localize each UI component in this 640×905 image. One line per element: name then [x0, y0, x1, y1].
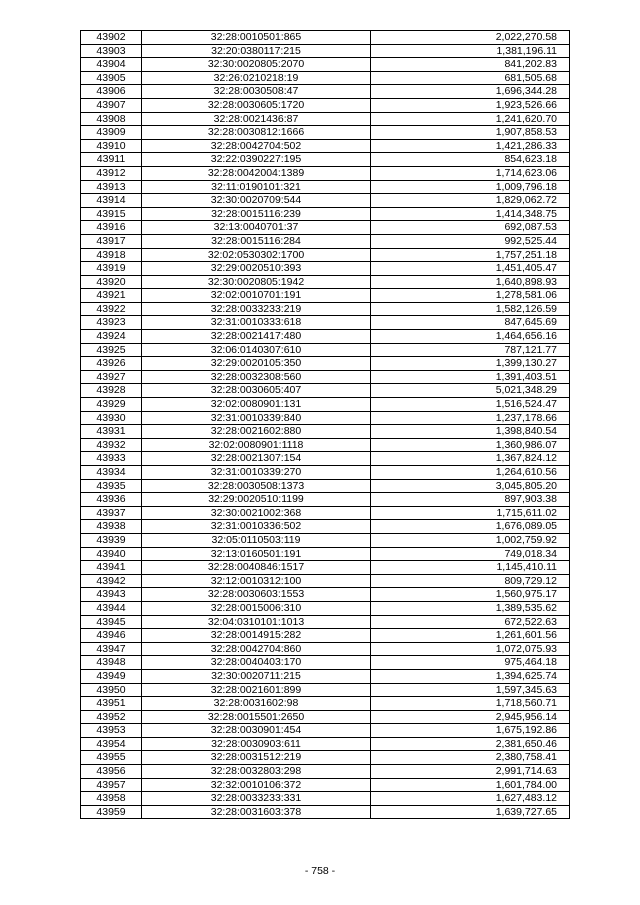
row-number-cell: 43913 — [81, 180, 142, 194]
table-row — [81, 737, 570, 751]
cadastral-number-cell: 32:30:0021002:368 — [142, 506, 371, 520]
amount-cell: 2,381,650.46 — [371, 737, 570, 751]
amount-cell: 1,907,858.53 — [371, 126, 570, 140]
row-number-cell: 43930 — [81, 411, 142, 425]
row-number-cell: 43949 — [81, 669, 142, 683]
table-row — [81, 805, 570, 819]
table-row — [81, 642, 570, 656]
row-number-cell: 43932 — [81, 438, 142, 452]
cadastral-number-cell: 32:31:0010339:840 — [142, 411, 371, 425]
cadastral-number-cell: 32:28:0021436:87 — [142, 112, 371, 126]
row-number-cell: 43931 — [81, 425, 142, 439]
cadastral-number-cell: 32:28:0015116:284 — [142, 234, 371, 248]
row-number-cell: 43958 — [81, 792, 142, 806]
amount-cell: 1,829,062.72 — [371, 194, 570, 208]
table-row — [81, 289, 570, 303]
amount-cell: 1,675,192.86 — [371, 724, 570, 738]
cadastral-number-cell: 32:31:0010339:270 — [142, 466, 371, 480]
row-number-cell: 43925 — [81, 343, 142, 357]
cadastral-number-cell: 32:29:0020105:350 — [142, 357, 371, 371]
table-row — [81, 316, 570, 330]
amount-cell: 1,381,196.11 — [371, 44, 570, 58]
row-number-cell: 43920 — [81, 275, 142, 289]
amount-cell: 975,464.18 — [371, 656, 570, 670]
table-row — [81, 778, 570, 792]
amount-cell: 1,002,759.92 — [371, 533, 570, 547]
cadastral-number-cell: 32:28:0042704:502 — [142, 139, 371, 153]
cadastral-number-cell: 32:28:0015006:310 — [142, 601, 371, 615]
table-body — [81, 31, 570, 819]
cadastral-number-cell: 32:26:0210218:19 — [142, 71, 371, 85]
amount-cell: 1,601,784.00 — [371, 778, 570, 792]
table-row — [81, 44, 570, 58]
row-number-cell: 43957 — [81, 778, 142, 792]
row-number-cell: 43912 — [81, 166, 142, 180]
cadastral-number-cell: 32:29:0020510:1199 — [142, 493, 371, 507]
table-row — [81, 221, 570, 235]
amount-cell: 1,394,625.74 — [371, 669, 570, 683]
amount-cell: 787,121.77 — [371, 343, 570, 357]
table-row — [81, 438, 570, 452]
cadastral-number-cell: 32:30:0020805:2070 — [142, 58, 371, 72]
cadastral-number-cell: 32:28:0031602:98 — [142, 697, 371, 711]
table-row — [81, 207, 570, 221]
amount-cell: 1,718,560.71 — [371, 697, 570, 711]
table-row — [81, 588, 570, 602]
row-number-cell: 43950 — [81, 683, 142, 697]
table-row — [81, 615, 570, 629]
table-row — [81, 330, 570, 344]
cadastral-number-cell: 32:28:0030901:454 — [142, 724, 371, 738]
amount-cell: 1,264,610.56 — [371, 466, 570, 480]
cadastral-number-cell: 32:06:0140307:610 — [142, 343, 371, 357]
table-row — [81, 98, 570, 112]
cadastral-number-cell: 32:02:0530302:1700 — [142, 248, 371, 262]
table-row — [81, 710, 570, 724]
amount-cell: 1,923,526.66 — [371, 98, 570, 112]
amount-cell: 1,560,975.17 — [371, 588, 570, 602]
row-number-cell: 43945 — [81, 615, 142, 629]
amount-cell: 1,676,089.05 — [371, 520, 570, 534]
table-row — [81, 262, 570, 276]
amount-cell: 2,380,758.41 — [371, 751, 570, 765]
cadastral-number-cell: 32:28:0032308:560 — [142, 370, 371, 384]
amount-cell: 847,645.69 — [371, 316, 570, 330]
row-number-cell: 43947 — [81, 642, 142, 656]
table-row — [81, 302, 570, 316]
cadastral-number-cell: 32:28:0033233:331 — [142, 792, 371, 806]
cadastral-number-cell: 32:05:0110503:119 — [142, 533, 371, 547]
table-row — [81, 656, 570, 670]
page-number: - 758 - — [304, 865, 336, 877]
table-row — [81, 343, 570, 357]
amount-cell: 681,505.68 — [371, 71, 570, 85]
row-number-cell: 43918 — [81, 248, 142, 262]
row-number-cell: 43946 — [81, 629, 142, 643]
cadastral-number-cell: 32:22:0390227:195 — [142, 153, 371, 167]
table-row — [81, 153, 570, 167]
cadastral-number-cell: 32:28:0040846:1517 — [142, 561, 371, 575]
cadastral-number-cell: 32:13:0040701:37 — [142, 221, 371, 235]
table-row — [81, 58, 570, 72]
row-number-cell: 43952 — [81, 710, 142, 724]
row-number-cell: 43906 — [81, 85, 142, 99]
table-row — [81, 357, 570, 371]
row-number-cell: 43940 — [81, 547, 142, 561]
table-row — [81, 466, 570, 480]
table-row — [81, 180, 570, 194]
amount-cell: 1,597,345.63 — [371, 683, 570, 697]
row-number-cell: 43959 — [81, 805, 142, 819]
amount-cell: 1,391,403.51 — [371, 370, 570, 384]
amount-cell: 897,903.38 — [371, 493, 570, 507]
amount-cell: 1,582,126.59 — [371, 302, 570, 316]
cadastral-number-cell: 32:28:0030812:1666 — [142, 126, 371, 140]
row-number-cell: 43954 — [81, 737, 142, 751]
cadastral-number-cell: 32:31:0010336:502 — [142, 520, 371, 534]
cadastral-number-cell: 32:02:0010701:191 — [142, 289, 371, 303]
cadastral-number-cell: 32:28:0033233:219 — [142, 302, 371, 316]
cadastral-number-cell: 32:28:0021601:899 — [142, 683, 371, 697]
cadastral-number-cell: 32:32:0010106:372 — [142, 778, 371, 792]
table-row — [81, 398, 570, 412]
amount-cell: 2,991,714.63 — [371, 765, 570, 779]
row-number-cell: 43935 — [81, 479, 142, 493]
amount-cell: 749,018.34 — [371, 547, 570, 561]
row-number-cell: 43942 — [81, 574, 142, 588]
row-number-cell: 43910 — [81, 139, 142, 153]
amount-cell: 1,237,178.66 — [371, 411, 570, 425]
table-row — [81, 126, 570, 140]
amount-cell: 1,261,601.56 — [371, 629, 570, 643]
cadastral-number-cell: 32:31:0010333:618 — [142, 316, 371, 330]
amount-cell: 1,714,623.06 — [371, 166, 570, 180]
cadastral-number-cell: 32:28:0040403:170 — [142, 656, 371, 670]
row-number-cell: 43953 — [81, 724, 142, 738]
table-row — [81, 370, 570, 384]
amount-cell: 672,522.63 — [371, 615, 570, 629]
cadastral-number-cell: 32:11:0190101:321 — [142, 180, 371, 194]
row-number-cell: 43919 — [81, 262, 142, 276]
cadastral-number-cell: 32:28:0030508:47 — [142, 85, 371, 99]
amount-cell: 1,639,727.65 — [371, 805, 570, 819]
row-number-cell: 43924 — [81, 330, 142, 344]
amount-cell: 1,367,824.12 — [371, 452, 570, 466]
amount-cell: 1,757,251.18 — [371, 248, 570, 262]
row-number-cell: 43929 — [81, 398, 142, 412]
row-number-cell: 43904 — [81, 58, 142, 72]
table-row — [81, 166, 570, 180]
row-number-cell: 43956 — [81, 765, 142, 779]
row-number-cell: 43902 — [81, 31, 142, 45]
table-row — [81, 601, 570, 615]
cadastral-number-cell: 32:28:0015116:239 — [142, 207, 371, 221]
amount-cell: 1,241,620.70 — [371, 112, 570, 126]
table-row — [81, 669, 570, 683]
row-number-cell: 43916 — [81, 221, 142, 235]
cadastral-number-cell: 32:28:0031512:219 — [142, 751, 371, 765]
cadastral-number-cell: 32:20:0380117:215 — [142, 44, 371, 58]
row-number-cell: 43922 — [81, 302, 142, 316]
row-number-cell: 43927 — [81, 370, 142, 384]
row-number-cell: 43914 — [81, 194, 142, 208]
cadastral-number-cell: 32:28:0042704:860 — [142, 642, 371, 656]
amount-cell: 1,389,535.62 — [371, 601, 570, 615]
amount-cell: 1,145,410.11 — [371, 561, 570, 575]
row-number-cell: 43907 — [81, 98, 142, 112]
amount-cell: 692,087.53 — [371, 221, 570, 235]
cadastral-number-cell: 32:28:0014915:282 — [142, 629, 371, 643]
cadastral-number-cell: 32:12:0010312:100 — [142, 574, 371, 588]
amount-cell: 1,451,405.47 — [371, 262, 570, 276]
row-number-cell: 43915 — [81, 207, 142, 221]
cadastral-number-cell: 32:04:0310101:1013 — [142, 615, 371, 629]
row-number-cell: 43951 — [81, 697, 142, 711]
cadastral-number-cell: 32:30:0020711:215 — [142, 669, 371, 683]
row-number-cell: 43926 — [81, 357, 142, 371]
data-table — [80, 30, 570, 819]
amount-cell: 5,021,348.29 — [371, 384, 570, 398]
row-number-cell: 43909 — [81, 126, 142, 140]
row-number-cell: 43911 — [81, 153, 142, 167]
table-row — [81, 452, 570, 466]
table-row — [81, 234, 570, 248]
table-row — [81, 31, 570, 45]
table-row — [81, 493, 570, 507]
amount-cell: 1,696,344.28 — [371, 85, 570, 99]
cadastral-number-cell: 32:30:0020805:1942 — [142, 275, 371, 289]
cadastral-number-cell: 32:28:0031603:378 — [142, 805, 371, 819]
table-row — [81, 71, 570, 85]
amount-cell: 841,202.83 — [371, 58, 570, 72]
amount-cell: 1,464,656.16 — [371, 330, 570, 344]
row-number-cell: 43928 — [81, 384, 142, 398]
amount-cell: 1,414,348.75 — [371, 207, 570, 221]
table-row — [81, 547, 570, 561]
row-number-cell: 43937 — [81, 506, 142, 520]
cadastral-number-cell: 32:30:0020709:544 — [142, 194, 371, 208]
cadastral-number-cell: 32:28:0030605:407 — [142, 384, 371, 398]
row-number-cell: 43948 — [81, 656, 142, 670]
amount-cell: 1,516,524.47 — [371, 398, 570, 412]
amount-cell: 1,278,581.06 — [371, 289, 570, 303]
amount-cell: 1,072,075.93 — [371, 642, 570, 656]
table-row — [81, 724, 570, 738]
table-row — [81, 533, 570, 547]
amount-cell: 1,398,840.54 — [371, 425, 570, 439]
table-row — [81, 561, 570, 575]
row-number-cell: 43903 — [81, 44, 142, 58]
row-number-cell: 43939 — [81, 533, 142, 547]
cadastral-number-cell: 32:28:0030605:1720 — [142, 98, 371, 112]
table-row — [81, 425, 570, 439]
cadastral-number-cell: 32:28:0021602:880 — [142, 425, 371, 439]
table-row — [81, 479, 570, 493]
cadastral-number-cell: 32:28:0030603:1553 — [142, 588, 371, 602]
table-row — [81, 384, 570, 398]
row-number-cell: 43905 — [81, 71, 142, 85]
cadastral-number-cell: 32:28:0021417:480 — [142, 330, 371, 344]
table-row — [81, 520, 570, 534]
cadastral-number-cell: 32:28:0042004:1389 — [142, 166, 371, 180]
row-number-cell: 43923 — [81, 316, 142, 330]
amount-cell: 1,009,796.18 — [371, 180, 570, 194]
cadastral-number-cell: 32:28:0032803:298 — [142, 765, 371, 779]
amount-cell: 809,729.12 — [371, 574, 570, 588]
cadastral-number-cell: 32:29:0020510:393 — [142, 262, 371, 276]
amount-cell: 1,640,898.93 — [371, 275, 570, 289]
row-number-cell: 43941 — [81, 561, 142, 575]
amount-cell: 992,525.44 — [371, 234, 570, 248]
table-row — [81, 139, 570, 153]
cadastral-number-cell: 32:02:0080901:131 — [142, 398, 371, 412]
table-row — [81, 765, 570, 779]
row-number-cell: 43908 — [81, 112, 142, 126]
table-row — [81, 751, 570, 765]
cadastral-number-cell: 32:02:0080901:1118 — [142, 438, 371, 452]
table-row — [81, 194, 570, 208]
table-row — [81, 275, 570, 289]
amount-cell: 1,360,986.07 — [371, 438, 570, 452]
row-number-cell: 43943 — [81, 588, 142, 602]
cadastral-number-cell: 32:13:0160501:191 — [142, 547, 371, 561]
table-row — [81, 506, 570, 520]
row-number-cell: 43917 — [81, 234, 142, 248]
amount-cell: 854,623.18 — [371, 153, 570, 167]
amount-cell: 1,421,286.33 — [371, 139, 570, 153]
table-row — [81, 629, 570, 643]
table-row — [81, 792, 570, 806]
cadastral-number-cell: 32:28:0021307:154 — [142, 452, 371, 466]
amount-cell: 1,715,611.02 — [371, 506, 570, 520]
cadastral-number-cell: 32:28:0015501:2650 — [142, 710, 371, 724]
amount-cell: 3,045,805.20 — [371, 479, 570, 493]
row-number-cell: 43944 — [81, 601, 142, 615]
amount-cell: 1,399,130.27 — [371, 357, 570, 371]
amount-cell: 1,627,483.12 — [371, 792, 570, 806]
row-number-cell: 43934 — [81, 466, 142, 480]
cadastral-number-cell: 32:28:0010501:865 — [142, 31, 371, 45]
cadastral-number-cell: 32:28:0030903:611 — [142, 737, 371, 751]
row-number-cell: 43936 — [81, 493, 142, 507]
table-row — [81, 411, 570, 425]
row-number-cell: 43955 — [81, 751, 142, 765]
table-row — [81, 248, 570, 262]
table-row — [81, 574, 570, 588]
row-number-cell: 43938 — [81, 520, 142, 534]
table-row — [81, 85, 570, 99]
amount-cell: 2,022,270.58 — [371, 31, 570, 45]
amount-cell: 2,945,956.14 — [371, 710, 570, 724]
row-number-cell: 43933 — [81, 452, 142, 466]
row-number-cell: 43921 — [81, 289, 142, 303]
table-row — [81, 697, 570, 711]
cadastral-number-cell: 32:28:0030508:1373 — [142, 479, 371, 493]
table-row — [81, 112, 570, 126]
table-row — [81, 683, 570, 697]
